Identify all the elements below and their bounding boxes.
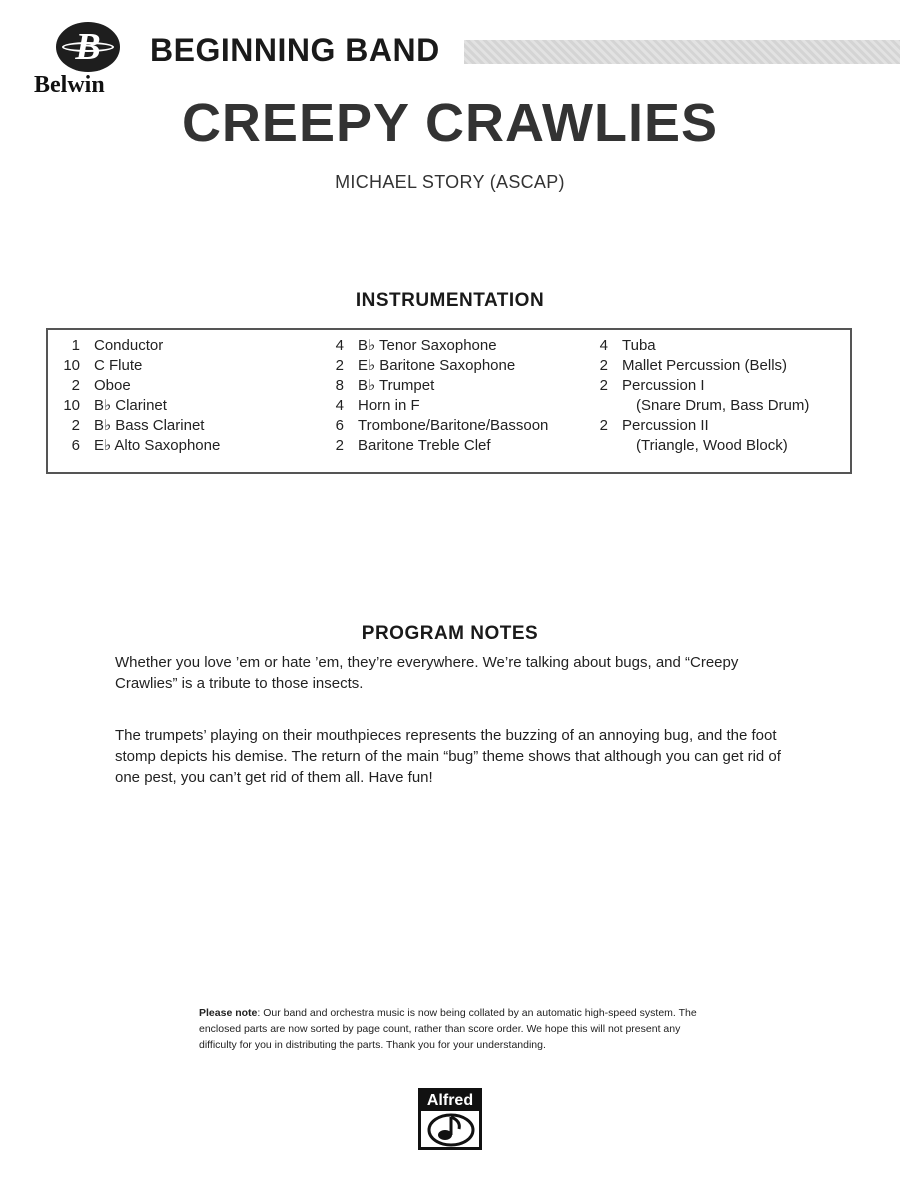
instrument-row: 1 Conductor — [71, 337, 164, 354]
instrument-row: 4 Horn in F — [335, 397, 420, 414]
instrument-row: 4 B♭ Tenor Saxophone — [335, 337, 497, 354]
belwin-logo-mark — [56, 22, 120, 72]
instrument-row: 2 Percussion I — [599, 377, 705, 394]
instrument-row: 10 B♭ Clarinet — [63, 397, 167, 414]
instrument-column-2 — [314, 336, 548, 456]
series-banner-bar — [464, 40, 900, 64]
instrument-column-3 — [578, 336, 809, 456]
instrumentation-box — [46, 328, 852, 474]
instrument-row: 2 E♭ Baritone Saxophone — [335, 357, 516, 374]
instrument-row: 2 Oboe — [71, 377, 131, 394]
instrument-row: 2 B♭ Bass Clarinet — [71, 417, 205, 434]
instrument-row: 8 B♭ Trumpet — [335, 377, 435, 394]
series-title: BEGINNING BAND — [150, 32, 440, 68]
music-note-icon — [425, 1113, 477, 1147]
instrumentation-heading: INSTRUMENTATION — [355, 290, 545, 311]
instrument-row: 4 Tuba — [599, 337, 656, 354]
instrument-row: (Snare Drum, Bass Drum) — [636, 397, 810, 414]
program-notes-paragraph-2: The trumpets’ playing on their mouthpieces represents the buzzing of an annoying bug, and the foot stomp depicts his demise. The return of the main “bug” theme shows that although you can get rid of one pest, you can’t get rid of them all. Have fun! — [115, 727, 781, 786]
publisher-name: Belwin — [34, 72, 105, 98]
instrument-row: 10 C Flute — [63, 357, 143, 374]
instrument-row: 2 Percussion II — [599, 417, 709, 434]
piece-title: CREEPY CRAWLIES — [181, 93, 719, 153]
instrument-column-1 — [50, 336, 220, 456]
collation-note-label: Please note — [199, 1007, 258, 1019]
logo-letter: B — [75, 26, 101, 68]
program-notes-paragraph-1: Whether you love ’em or hate ’em, they’re everywhere. We’re talking about bugs, and “Creepy Crawlies” is a tribute to those insects. — [115, 654, 739, 692]
collation-note — [199, 1005, 709, 1053]
instrument-row: 2 Mallet Percussion (Bells) — [599, 357, 788, 374]
alfred-logo-word: Alfred — [421, 1091, 479, 1111]
program-notes-heading: PROGRAM NOTES — [361, 623, 539, 644]
composer-credit: MICHAEL STORY (ASCAP) — [335, 172, 565, 192]
collation-note-text: : Our band and orchestra music is now being collated by an automatic high-speed system. The enclosed parts are now sorted by page count, rather than score order. We hope this will not present any difficulty for you in distributing the parts. Thank you for your understanding. — [199, 1007, 697, 1051]
instrument-row: 6 Trombone/Baritone/Bassoon — [335, 417, 549, 434]
instrument-row: 6 E♭ Alto Saxophone — [71, 437, 221, 454]
instrument-row: 2 Baritone Treble Clef — [335, 437, 491, 454]
alfred-logo — [418, 1088, 482, 1150]
instrument-row: (Triangle, Wood Block) — [636, 437, 788, 454]
